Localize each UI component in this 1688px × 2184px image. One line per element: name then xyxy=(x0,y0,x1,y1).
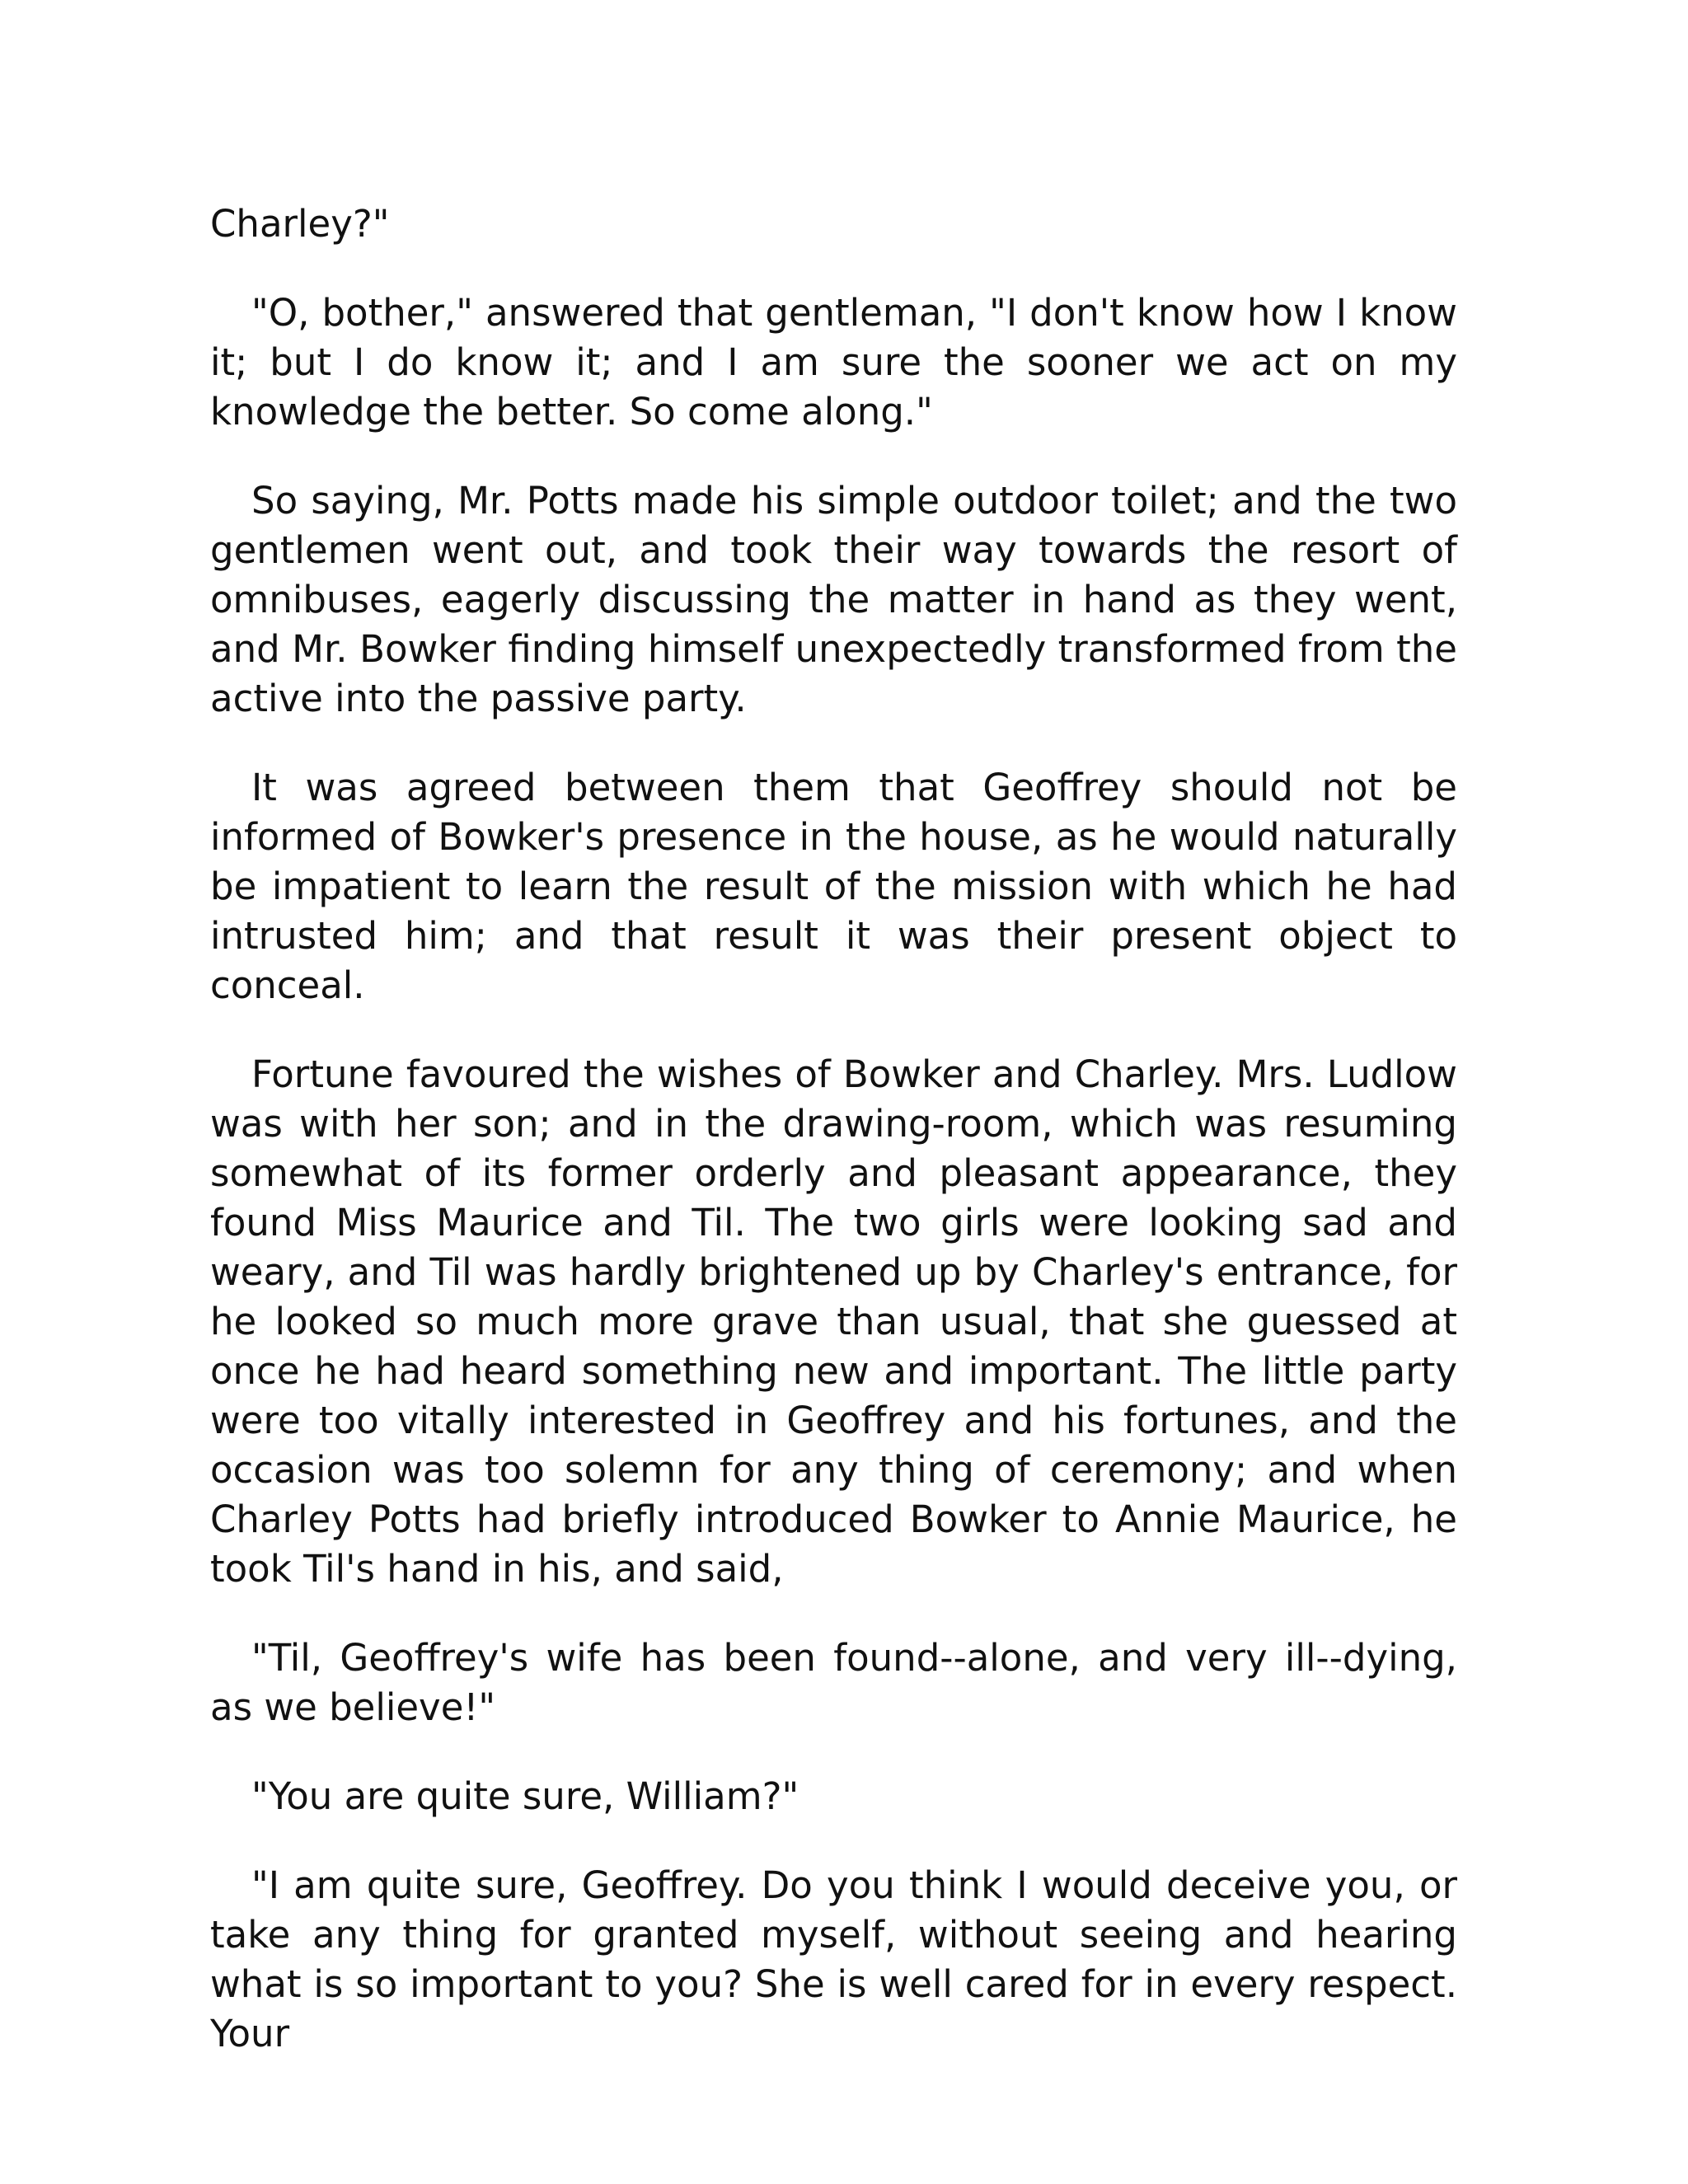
body-text xyxy=(210,199,1457,2098)
paragraph: "Til, Geoffrey's wife has been found--alone, and very ill--dying, as we believe!" xyxy=(210,1636,1457,1729)
paragraph: Fortune favoured the wishes of Bowker and Charley. Mrs. Ludlow was with her son; and in the drawing-room, which was resuming somewhat of its former orderly and pleasant appearance, they found Miss Maurice and Til. The two girls were looking sad and weary, and Til was hardly brightened up by Charley's entrance, for he looked so much more grave than usual, that she guessed at once he had heard something new and important. The little party were too vitally interested in Geoffrey and his fortunes, and the occasion was too solemn for any thing of ceremony; and when Charley Potts had briefly introduced Bowker to Annie Maurice, he took Til's hand in his, and said, xyxy=(210,1052,1457,1591)
paragraph: "You are quite sure, William?" xyxy=(251,1774,799,1818)
paragraph-continuation: Charley?" xyxy=(210,202,390,246)
paragraph: It was agreed between them that Geoffrey should not be informed of Bowker's presence in the house, as he would naturally be impatient to learn the result of the mission with which he had intrusted him; and that result it was their present object to conceal. xyxy=(210,766,1457,1007)
paragraph: So saying, Mr. Potts made his simple outdoor toilet; and the two gentlemen went out, and took their way towards the resort of omnibuses, eagerly discussing the matter in hand as they went, and Mr. Bowker finding himself unexpectedly transformed from the active into the passive party. xyxy=(210,479,1457,720)
paragraph: "I am quite sure, Geoffrey. Do you think I would deceive you, or take any thing for granted myself, without seeing and hearing what is so important to you? She is well cared for in every respect. Your xyxy=(210,1863,1457,2055)
paragraph: "O, bother," answered that gentleman, "I don't know how I know it; but I do know it; and I am sure the sooner we act on my knowledge the better. So come along." xyxy=(210,291,1457,434)
